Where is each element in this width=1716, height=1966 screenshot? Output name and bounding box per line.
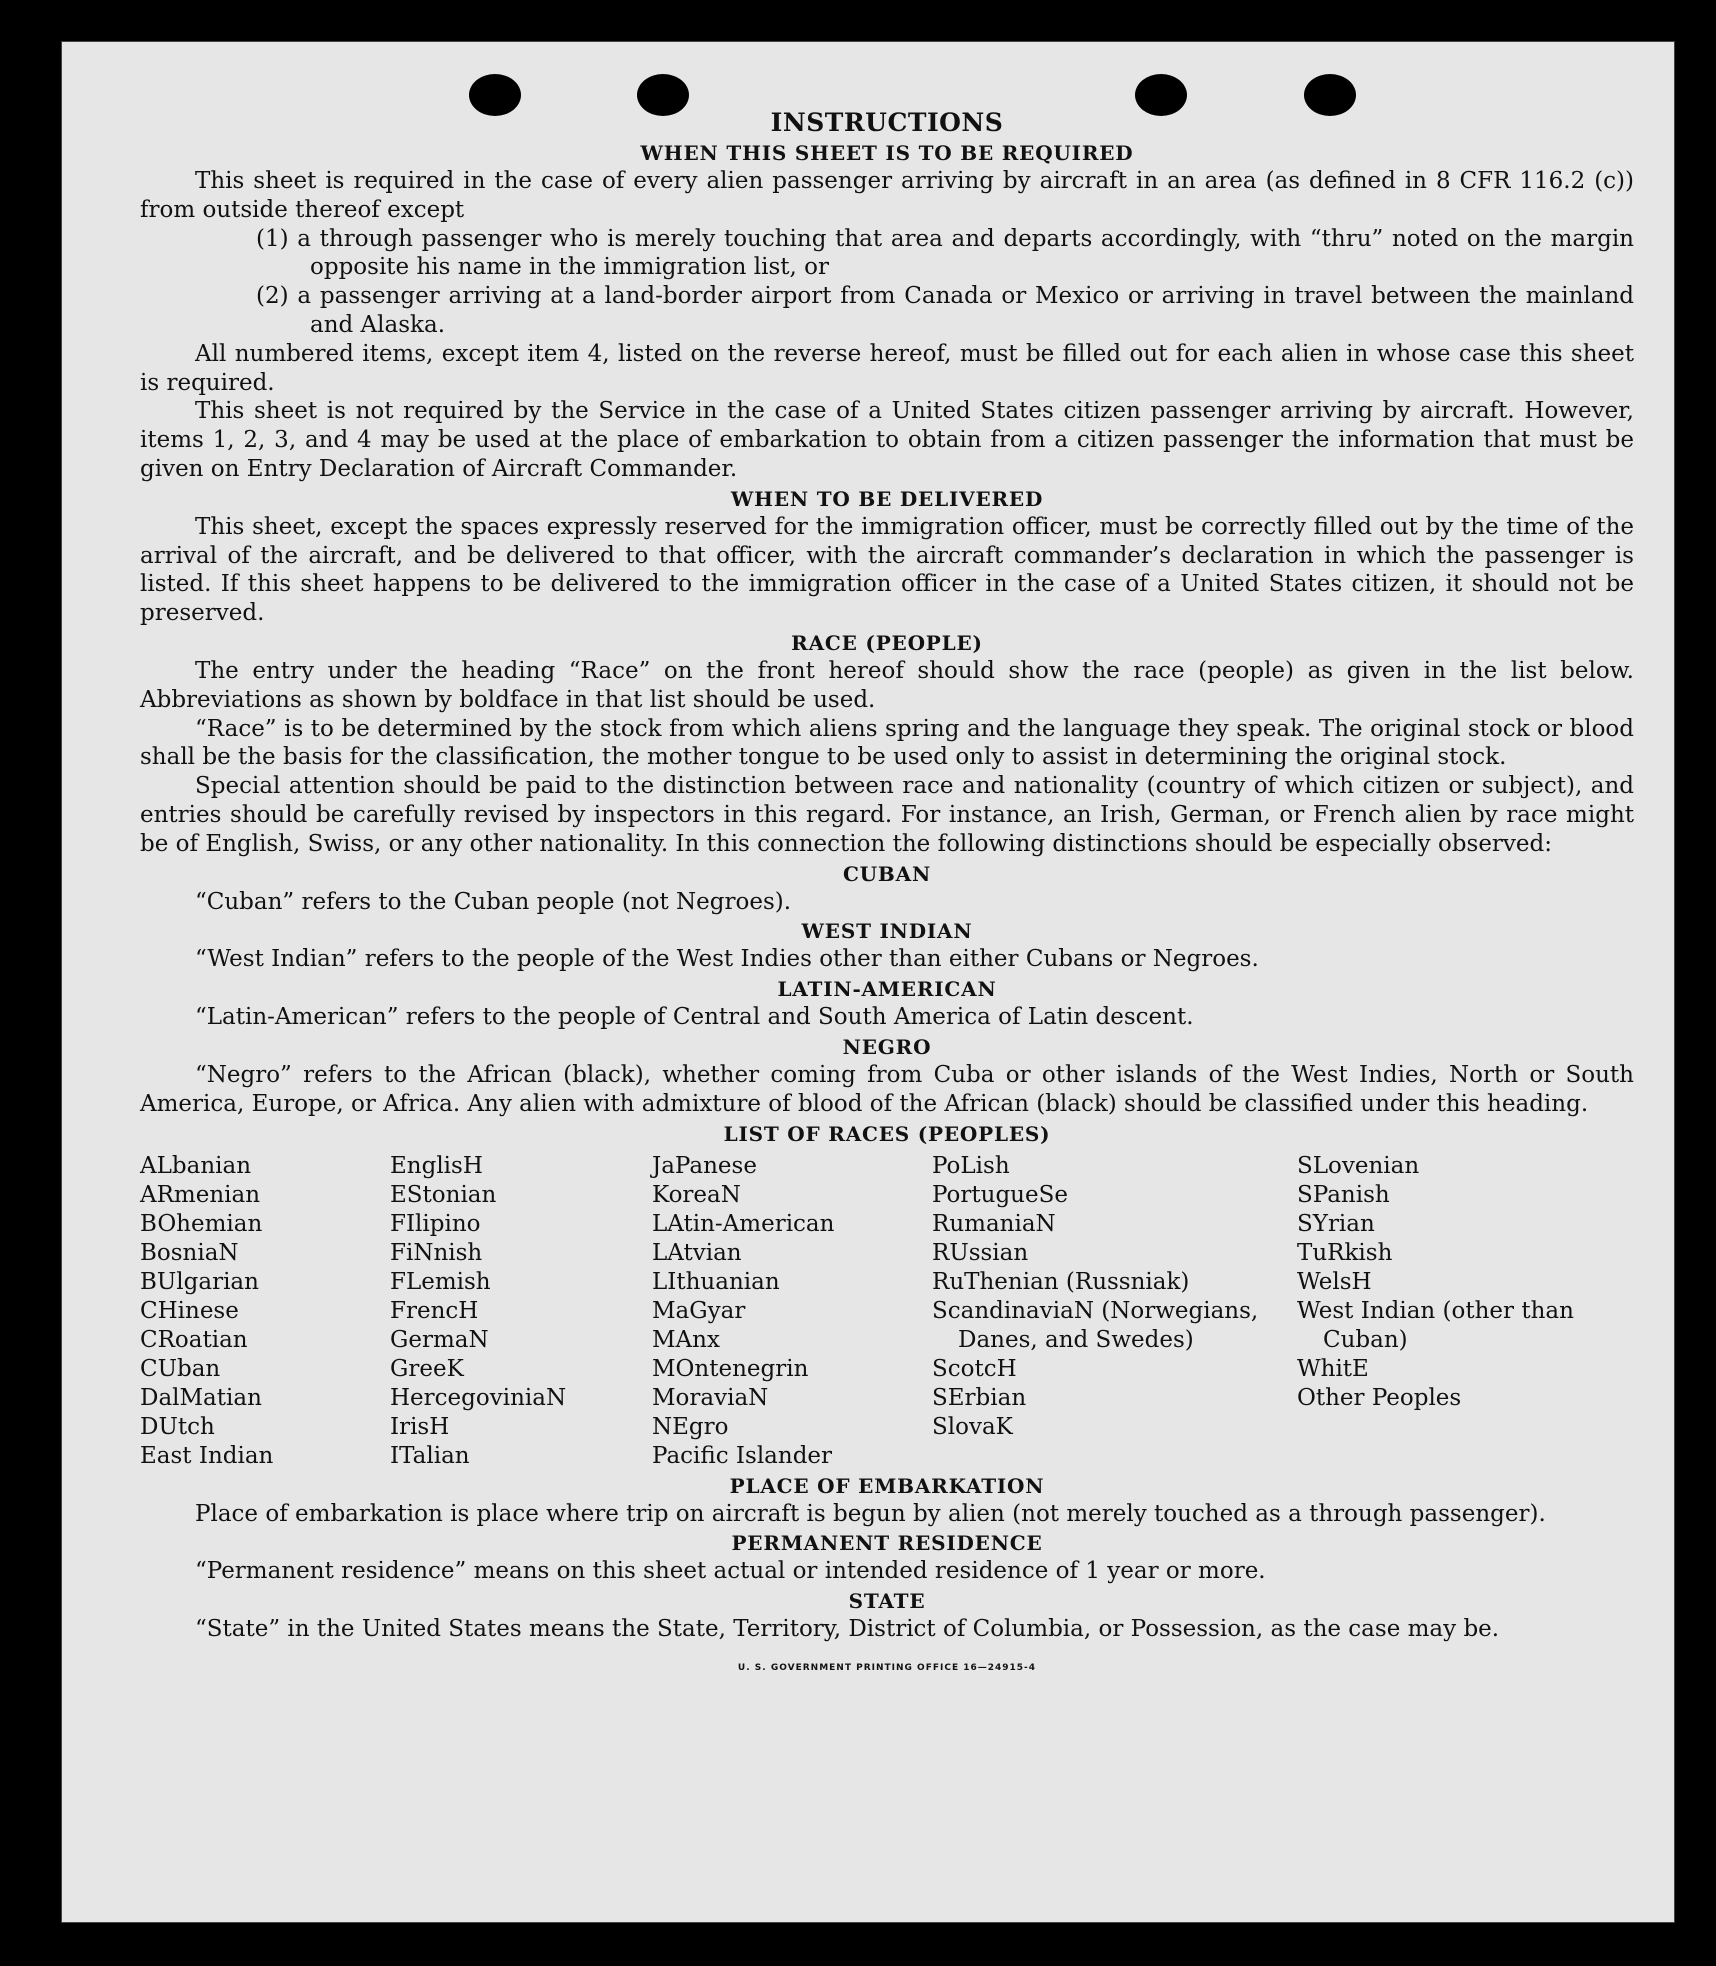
paragraph: Place of embarkation is place where trip on aircraft is begun by alien (not merely touched as a through passenger). [195,1500,1546,1527]
race-item: SYrian [1297,1210,1375,1237]
race-item: CRoatian [140,1326,248,1353]
document-page [62,42,1674,1922]
printer-imprint: U. S. GOVERNMENT PRINTING OFFICE 16—24915-4 [737,1662,1037,1673]
race-item: EStonian [390,1181,497,1208]
race-item: ALbanian [140,1152,252,1179]
race-item: FLemish [390,1268,491,1295]
race-item: SErbian [932,1384,1027,1411]
paragraph: This sheet, except the spaces expressly reserved for the immigration officer, must be correctly filled out by the time of the arrival of the aircraft, and be delivered to that officer, with the aircraft commander’s declaration in which the passenger is listed. If this sheet happens to be delivered to the immigration officer in the case of a United States citizen, it should not be preserved. [140,513,1634,627]
race-item: HercegoviniaN [390,1384,567,1411]
list-item: (2) a passenger arriving at a land-border airport from Canada or Mexico or arriving in travel between the mainland and Alaska. [256,283,1634,338]
paragraph: “Race” is to be determined by the stock from which aliens spring and the language they speak. The original stock or blood shall be the basis for the classification, the mother tongue to be used only to assist in determining the original stock. [140,715,1634,771]
race-item: RUssian [932,1239,1029,1266]
race-item: IrisH [390,1413,450,1440]
race-item: LAtvian [652,1239,742,1266]
race-item: GreeK [390,1355,464,1382]
section-heading-latin-american: LATIN-AMERICAN [777,977,997,1002]
race-item: FrencH [390,1297,479,1324]
paragraph: This sheet is required in the case of every alien passenger arriving by aircraft in an area (as defined in 8 CFR 116.2 (c)) from outside thereof except [140,168,1634,223]
definition-text: “Negro” refers to the African (black), whether coming from Cuba or other islands of the West Indies, North or South America, Europe, or Africa. Any alien with admixture of blood of the African (black) should be classified under this heading. [140,1061,1634,1117]
definition-text: “Latin-American” refers to the people of Central and South America of Latin descent. [195,1004,1194,1031]
race-item: DUtch [140,1413,215,1440]
paragraph: The entry under the heading “Race” on the front hereof should show the race (people) as given in the list below. Abbreviations as shown by boldface in that list should be used. [140,657,1634,713]
section-heading-race: RACE (PEOPLE) [791,630,983,655]
definition-text: “Cuban” refers to the Cuban people (not Negroes). [195,888,792,915]
list-item: (1) a through passenger who is merely touching that area and departs accordingly, with “thru” noted on the margin opposite his name in the immigration list, or [256,225,1634,281]
race-item: CHinese [140,1297,239,1324]
instructions-content [140,108,1634,1683]
races-column-4 [932,1152,1297,1471]
race-item: BUlgarian [140,1268,259,1295]
race-item: RuThenian (Russniak) [932,1268,1190,1295]
race-item: LIthuanian [652,1268,780,1295]
races-column-5 [1297,1152,1617,1471]
section-heading-cuban: CUBAN [842,861,932,886]
race-item: SLovenian [1297,1152,1420,1179]
race-item: MAnx [652,1326,720,1353]
race-item: FiNnish [390,1239,483,1266]
race-item: RumaniaN [932,1210,1056,1237]
race-item: FIlipino [390,1210,481,1237]
race-item: KoreaN [652,1181,741,1208]
races-column-2 [390,1152,652,1471]
race-item: PortugueSe [932,1181,1068,1208]
section-heading-delivered: WHEN TO BE DELIVERED [730,486,1044,511]
definition-text: “West Indian” refers to the people of the West Indies other than either Cubans or Negroes. [195,946,1259,973]
races-column-3 [652,1152,932,1471]
race-item: LAtin-American [652,1210,835,1237]
section-heading-west-indian: WEST INDIAN [801,919,973,944]
race-item: PoLish [932,1152,1010,1179]
race-item: ScotcH [932,1355,1017,1382]
race-item: EnglisH [390,1152,483,1179]
race-item: JaPanese [652,1152,757,1179]
section-heading-residence: PERMANENT RESIDENCE [731,1531,1043,1556]
race-item: NEgro [652,1413,729,1440]
section-heading-list-of-races: LIST OF RACES (PEOPLES) [723,1121,1051,1146]
definition-text: “Permanent residence” means on this sheet actual or intended residence of 1 year or more. [195,1558,1266,1585]
paragraph: All numbered items, except item 4, listed on the reverse hereof, must be filled out for each alien in whose case this sheet is required. [140,340,1634,396]
race-item: West Indian (other than Cuban) [1297,1297,1574,1353]
race-item: BosniaN [140,1239,239,1266]
race-item: ScandinaviaN (Norwegians, Danes, and Swedes) [932,1297,1259,1353]
race-item: ITalian [390,1442,470,1469]
paragraph: This sheet is not required by the Service in the case of a United States citizen passenger arriving by aircraft. However, items 1, 2, 3, and 4 may be used at the place of embarkation to obtain from a citizen passenger the information that must be given on Entry Declaration of Aircraft Commander. [140,398,1634,482]
race-item: BOhemian [140,1210,263,1237]
race-item: MOntenegrin [652,1355,809,1382]
race-item: SPanish [1297,1181,1390,1208]
paragraph: “State” in the United States means the State, Territory, District of Columbia, or Possession, as the case may be. [195,1616,1500,1643]
section-heading-state: STATE [848,1589,926,1614]
section-heading-negro: NEGRO [842,1034,932,1059]
race-item: WelsH [1297,1268,1372,1295]
race-item: TuRkish [1297,1239,1393,1266]
race-item: ARmenian [140,1181,261,1208]
races-column-1 [140,1152,390,1471]
race-item: Pacific Islander [652,1442,833,1469]
race-item: MaGyar [652,1297,746,1324]
race-item: WhitE [1297,1355,1369,1382]
paragraph: Special attention should be paid to the distinction between race and nationality (country of which citizen or subject), and entries should be carefully revised by inspectors in this regard. For instance, an Irish, German, or French alien by race might be of English, Swiss, or any other nationality. In this connection the following distinctions should be especially observed: [140,773,1634,857]
race-item: GermaN [390,1326,489,1353]
race-item: MoraviaN [652,1384,769,1411]
section-heading-embarkation: PLACE OF EMBARKATION [729,1473,1045,1498]
races-list [140,1152,1634,1471]
race-item: SlovaK [932,1413,1013,1440]
race-item: East Indian [140,1442,274,1469]
race-item: Other Peoples [1297,1384,1462,1411]
section-heading-required: WHEN THIS SHEET IS TO BE REQUIRED [640,141,1134,165]
race-item: CUban [140,1355,221,1382]
race-item: DalMatian [140,1384,262,1411]
page-title: INSTRUCTIONS [770,108,1004,137]
